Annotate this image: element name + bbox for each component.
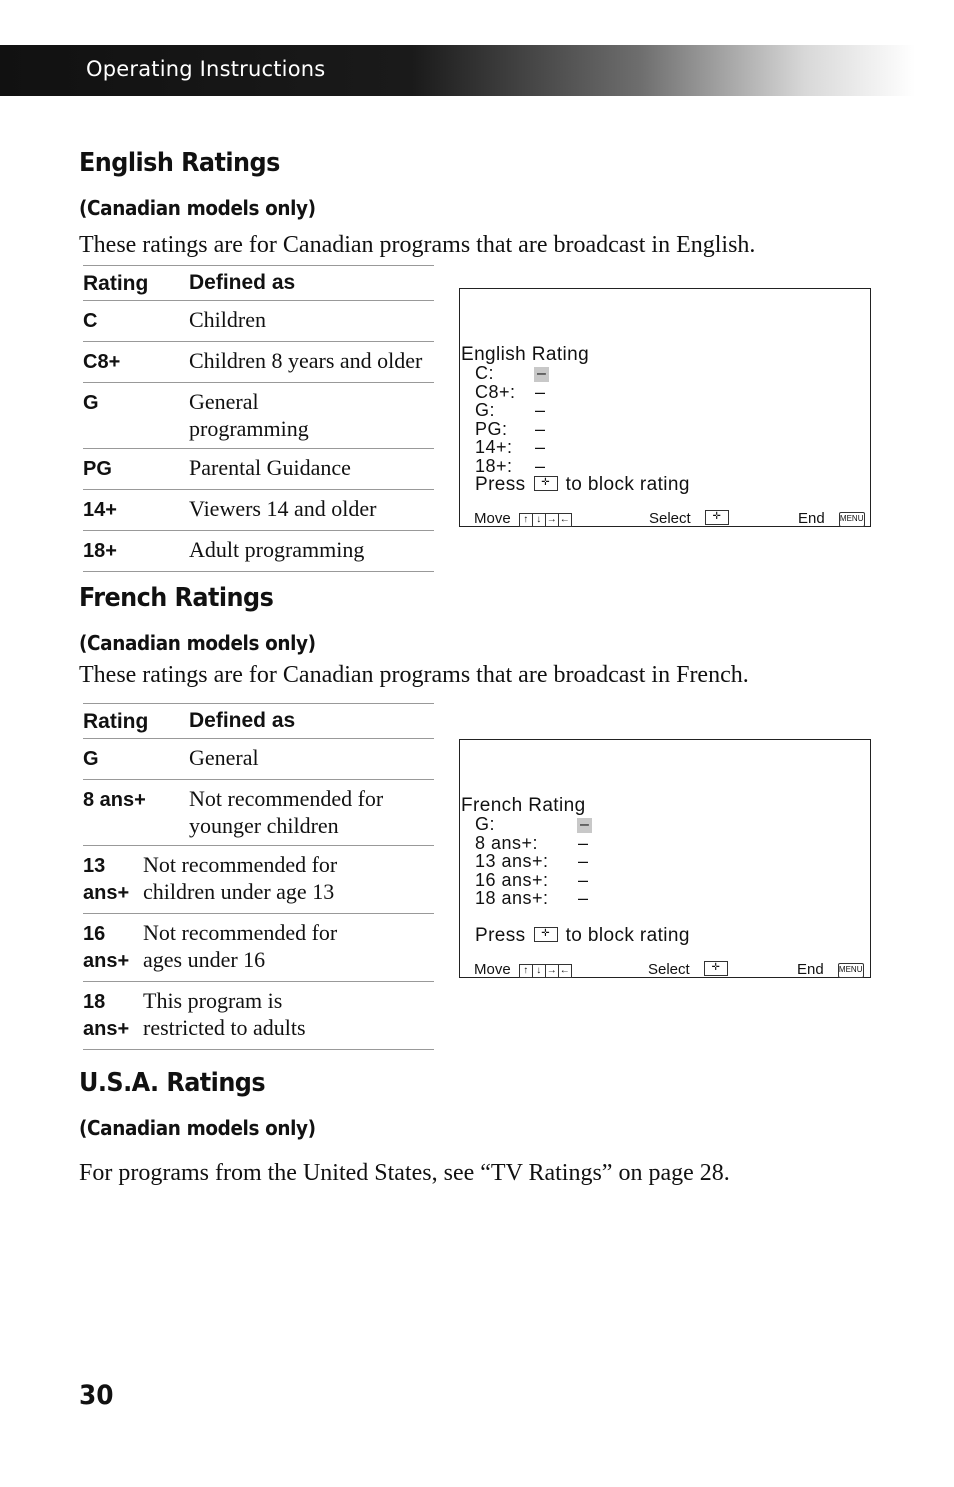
screen-line-label: C:	[475, 363, 494, 383]
french-ratings-intro: These ratings are for Canadian programs that are broadcast in French.	[79, 662, 749, 688]
footer-select	[649, 510, 737, 528]
rating-value[interactable]: –	[535, 456, 546, 476]
screen-line-label: G:	[475, 400, 496, 420]
end-label: End	[797, 961, 824, 978]
arrow-right-icon: →	[546, 513, 557, 525]
rating-value[interactable]: –	[535, 382, 546, 402]
usa-ratings-title: U.S.A. Ratings	[79, 1068, 266, 1098]
arrow-right-icon: →	[546, 964, 557, 976]
table-row	[83, 982, 434, 1050]
arrow-up-icon: ↑	[519, 513, 533, 527]
arrow-down-icon: ↓	[532, 964, 546, 978]
column-header-defined: Defined as	[189, 709, 296, 732]
page-number: 30	[79, 1380, 114, 1411]
screen-line-label: PG:	[475, 419, 508, 439]
table-row	[83, 490, 434, 531]
rating-code: G	[83, 392, 99, 414]
rating-code: PG	[83, 458, 112, 480]
rating-definition: Children	[189, 307, 266, 332]
screen-title: English Rating	[461, 344, 590, 365]
rating-code: 18 ans+	[83, 991, 130, 1040]
rating-definition: General programming	[189, 389, 309, 441]
rating-code: 18+	[83, 540, 117, 562]
french-ratings-title: French Ratings	[79, 583, 274, 613]
move-label: Move	[474, 961, 511, 978]
rating-definition: Viewers 14 and older	[189, 496, 377, 521]
block-rating-label: to block rating	[565, 925, 690, 946]
table-row	[83, 914, 434, 982]
rating-value[interactable]: –	[535, 437, 546, 457]
rating-value[interactable]: –	[578, 833, 589, 853]
table-row	[83, 383, 434, 449]
rating-definition: General	[189, 745, 259, 770]
english-rating-screen	[459, 288, 871, 527]
header-title: Operating Instructions	[86, 57, 326, 81]
english-ratings-title: English Ratings	[79, 148, 280, 178]
rating-definition: Children 8 years and older	[189, 348, 423, 373]
arrow-up-icon: ↑	[519, 964, 533, 978]
column-header-rating: Rating	[83, 710, 149, 733]
footer-move	[474, 961, 571, 979]
press-instruction	[475, 474, 690, 496]
table-row	[83, 531, 434, 572]
select-button-icon: ✛	[534, 927, 558, 942]
rating-code: 16 ans+	[83, 923, 130, 972]
table-row	[83, 846, 434, 914]
block-rating-label: to block rating	[565, 474, 690, 495]
rating-value[interactable]: –	[578, 888, 589, 908]
rating-definition: This program is restricted to adults	[143, 988, 306, 1040]
selected-rating-value[interactable]: –	[534, 367, 549, 382]
rating-value[interactable]: –	[578, 851, 589, 871]
column-header-defined: Defined as	[189, 271, 296, 294]
screen-line-label: C8+:	[475, 382, 516, 402]
arrow-left-icon: ←	[559, 513, 570, 525]
arrow-left-icon: ←	[559, 964, 570, 976]
footer-move	[474, 510, 571, 528]
table-row	[83, 342, 434, 383]
rating-code: G	[83, 748, 99, 770]
screen-line-label: 18 ans+:	[475, 888, 549, 908]
table-row	[83, 449, 434, 490]
screen-line-label: 18+:	[475, 456, 513, 476]
table-row	[83, 301, 434, 342]
table-row	[83, 739, 434, 780]
rating-definition: Not recommended for ages under 16	[143, 920, 338, 972]
select-label: Select	[648, 961, 690, 978]
menu-key-icon: MENU	[839, 512, 865, 527]
column-header-rating: Rating	[83, 272, 149, 295]
rating-value[interactable]: –	[535, 400, 546, 420]
french-rating-screen	[459, 739, 871, 978]
table-header	[83, 704, 434, 739]
press-label: Press	[475, 925, 526, 946]
french-ratings-subtitle: (Canadian models only)	[79, 631, 316, 655]
rating-code: 14+	[83, 499, 117, 521]
english-ratings-intro: These ratings are for Canadian programs that are broadcast in English.	[79, 232, 756, 258]
selected-rating-value[interactable]: –	[577, 818, 592, 833]
rating-value[interactable]: –	[578, 870, 589, 890]
footer-select	[648, 961, 736, 979]
press-instruction	[475, 925, 690, 947]
select-button-icon: ✛	[705, 510, 729, 525]
select-button-icon: ✛	[704, 961, 728, 976]
screen-line-label: 13 ans+:	[475, 851, 549, 871]
french-ratings-table	[83, 703, 434, 1050]
screen-title: French Rating	[461, 795, 586, 816]
screen-line-label: 14+:	[475, 437, 513, 457]
rating-definition: Adult programming	[189, 537, 365, 562]
screen-line-label: 16 ans+:	[475, 870, 549, 890]
footer-end	[798, 510, 865, 527]
rating-value[interactable]: –	[535, 419, 546, 439]
select-label: Select	[649, 510, 691, 527]
rating-code: 8 ans+	[83, 789, 146, 811]
table-row	[83, 780, 434, 846]
rating-code: C	[83, 310, 98, 332]
press-label: Press	[475, 474, 526, 495]
rating-definition: Not recommended for younger children	[189, 786, 384, 838]
select-button-icon: ✛	[534, 476, 558, 491]
usa-ratings-subtitle: (Canadian models only)	[79, 1116, 316, 1140]
footer-end	[797, 961, 864, 978]
screen-line-label: 8 ans+:	[475, 833, 539, 853]
end-label: End	[798, 510, 825, 527]
table-header	[83, 266, 434, 301]
screen-line-label: G:	[475, 814, 496, 834]
english-ratings-table	[83, 265, 434, 572]
move-label: Move	[474, 510, 511, 527]
menu-key-icon: MENU	[838, 963, 864, 978]
rating-definition: Parental Guidance	[189, 455, 351, 480]
rating-definition: Not recommended for children under age 13	[143, 852, 338, 904]
rating-code: 13 ans+	[83, 855, 130, 904]
english-ratings-subtitle: (Canadian models only)	[79, 196, 316, 220]
usa-ratings-body: For programs from the United States, see “TV Ratings” on page 28.	[79, 1160, 730, 1186]
arrow-down-icon: ↓	[532, 513, 546, 527]
rating-code: C8+	[83, 351, 121, 373]
